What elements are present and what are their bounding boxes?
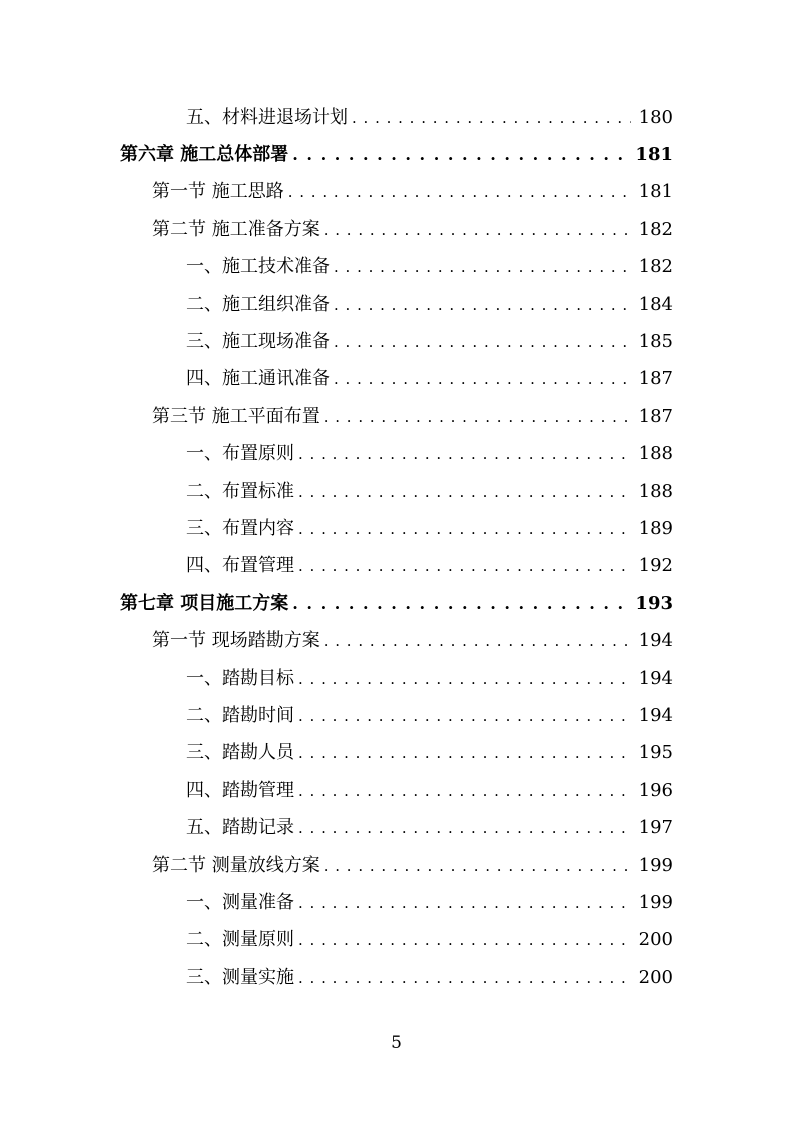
toc-entry-title: 第二节 施工准备方案 bbox=[152, 218, 320, 240]
toc-entry-title: 五、材料进退场计划 bbox=[186, 106, 348, 128]
toc-entry-title: 四、踏勘管理 bbox=[186, 779, 294, 801]
toc-entry-chapter[interactable] bbox=[0, 585, 793, 622]
toc-dot-leader bbox=[352, 108, 631, 128]
toc-entry-page: 188 bbox=[638, 480, 673, 502]
toc-entry-page: 194 bbox=[638, 704, 673, 726]
toc-entry-page: 185 bbox=[638, 331, 673, 353]
toc-entry-section[interactable] bbox=[0, 211, 793, 248]
toc-entry-page: 189 bbox=[638, 517, 673, 539]
toc-entry-item[interactable] bbox=[0, 922, 793, 959]
toc-entry-item[interactable] bbox=[0, 809, 793, 846]
toc-entry-page: 195 bbox=[638, 742, 673, 764]
toc-entry-title: 一、布置原则 bbox=[186, 443, 294, 465]
toc-entry-page: 181 bbox=[635, 144, 673, 166]
toc-entry-page: 199 bbox=[638, 854, 673, 876]
toc-entry-item[interactable] bbox=[0, 323, 793, 360]
toc-entry-page: 199 bbox=[638, 891, 673, 913]
toc-entry-page: 188 bbox=[638, 443, 673, 465]
toc-entry-page: 182 bbox=[638, 218, 673, 240]
toc-dot-leader bbox=[298, 556, 631, 576]
toc-entry-page: 200 bbox=[638, 966, 673, 988]
toc-entry-title: 四、布置管理 bbox=[186, 555, 294, 577]
toc-entry-title: 三、施工现场准备 bbox=[186, 331, 330, 353]
toc-entry-title: 三、测量实施 bbox=[186, 966, 294, 988]
toc-entry-title: 二、布置标准 bbox=[186, 480, 294, 502]
toc-entry-page: 181 bbox=[638, 181, 673, 203]
toc-entry-title: 三、踏勘人员 bbox=[186, 742, 294, 764]
toc-dot-leader bbox=[298, 968, 631, 988]
toc-entry-section[interactable] bbox=[0, 622, 793, 659]
toc-entry-page: 192 bbox=[638, 555, 673, 577]
toc-entry-item[interactable] bbox=[0, 99, 793, 136]
toc-entry-page: 184 bbox=[638, 293, 673, 315]
toc-entry-title: 二、施工组织准备 bbox=[186, 293, 330, 315]
toc-entry-item[interactable] bbox=[0, 772, 793, 809]
toc-entry-page: 182 bbox=[638, 256, 673, 278]
toc-dot-leader bbox=[334, 295, 631, 315]
toc-entry-page: 197 bbox=[638, 817, 673, 839]
toc-entry-page: 187 bbox=[638, 405, 673, 427]
toc-entry-title: 第一节 施工思路 bbox=[152, 181, 284, 203]
toc-dot-leader bbox=[298, 482, 631, 502]
toc-dot-leader bbox=[288, 182, 631, 202]
toc-dot-leader bbox=[292, 145, 627, 165]
toc-entry-title: 二、测量原则 bbox=[186, 929, 294, 951]
toc-dot-leader bbox=[324, 407, 631, 427]
toc-entry-page: 180 bbox=[638, 106, 673, 128]
toc-dot-leader bbox=[334, 369, 631, 389]
page-number: 5 bbox=[391, 1033, 402, 1053]
toc-entry-item[interactable] bbox=[0, 249, 793, 286]
toc-dot-leader bbox=[324, 220, 631, 240]
toc-entry-title: 三、布置内容 bbox=[186, 517, 294, 539]
toc-entry-title: 二、踏勘时间 bbox=[186, 704, 294, 726]
toc-entry-page: 200 bbox=[638, 929, 673, 951]
toc-entry-title: 一、踏勘目标 bbox=[186, 667, 294, 689]
toc-entry-title: 第二节 测量放线方案 bbox=[152, 854, 320, 876]
toc-entry-page: 193 bbox=[635, 592, 673, 614]
toc-entry-item[interactable] bbox=[0, 959, 793, 996]
toc-dot-leader bbox=[298, 818, 631, 838]
toc-dot-leader bbox=[334, 257, 631, 277]
toc-entry-chapter[interactable] bbox=[0, 136, 793, 173]
toc-entry-title: 五、踏勘记录 bbox=[186, 817, 294, 839]
toc-entry-title: 一、测量准备 bbox=[186, 891, 294, 913]
toc-dot-leader bbox=[324, 631, 631, 651]
toc-entry-item[interactable] bbox=[0, 697, 793, 734]
toc-entry-page: 194 bbox=[638, 667, 673, 689]
toc-entry-item[interactable] bbox=[0, 436, 793, 473]
toc-entry-title: 第六章 施工总体部署 bbox=[120, 144, 289, 166]
toc-entry-page: 187 bbox=[638, 368, 673, 390]
toc-entry-item[interactable] bbox=[0, 510, 793, 547]
toc-entry-section[interactable] bbox=[0, 174, 793, 211]
toc-dot-leader bbox=[298, 444, 631, 464]
toc-entry-item[interactable] bbox=[0, 286, 793, 323]
toc-dot-leader bbox=[298, 706, 631, 726]
toc-entry-page: 196 bbox=[638, 779, 673, 801]
toc-entry-section[interactable] bbox=[0, 847, 793, 884]
toc-entry-item[interactable] bbox=[0, 660, 793, 697]
toc-dot-leader bbox=[334, 332, 631, 352]
toc-entry-item[interactable] bbox=[0, 473, 793, 510]
toc-entry-item[interactable] bbox=[0, 548, 793, 585]
toc-dot-leader bbox=[298, 930, 631, 950]
toc-entry-title: 第一节 现场踏勘方案 bbox=[152, 630, 320, 652]
toc-entry-section[interactable] bbox=[0, 398, 793, 435]
toc-entry-title: 第七章 项目施工方案 bbox=[120, 592, 289, 614]
toc-entry-item[interactable] bbox=[0, 884, 793, 921]
toc-entry-title: 四、施工通讯准备 bbox=[186, 368, 330, 390]
toc-entry-title: 一、施工技术准备 bbox=[186, 256, 330, 278]
toc-entry-title: 第三节 施工平面布置 bbox=[152, 405, 320, 427]
toc-entry-page: 194 bbox=[638, 630, 673, 652]
toc-dot-leader bbox=[292, 594, 627, 614]
toc-dot-leader bbox=[298, 519, 631, 539]
toc-dot-leader bbox=[298, 743, 631, 763]
toc-dot-leader bbox=[298, 669, 631, 689]
table-of-contents bbox=[0, 99, 793, 996]
toc-dot-leader bbox=[298, 781, 631, 801]
toc-entry-item[interactable] bbox=[0, 735, 793, 772]
toc-dot-leader bbox=[298, 893, 631, 913]
toc-entry-item[interactable] bbox=[0, 361, 793, 398]
toc-dot-leader bbox=[324, 856, 631, 876]
